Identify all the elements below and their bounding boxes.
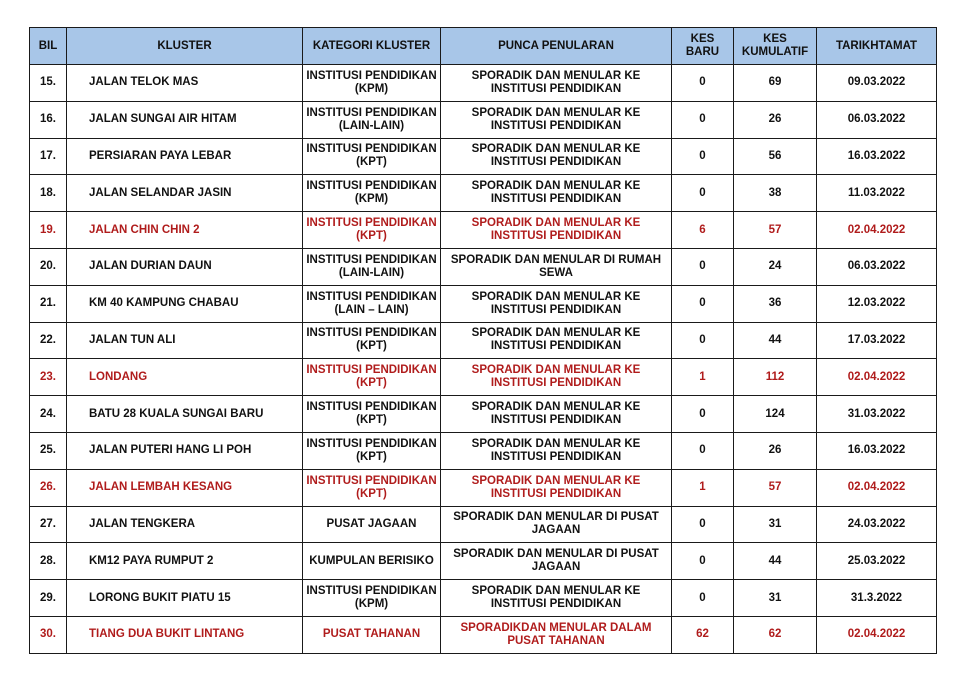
cell-kes-baru: 6 (672, 212, 734, 249)
table-row (30, 322, 937, 359)
cell-bil: 20. (30, 248, 67, 285)
cell-kluster: TIANG DUA BUKIT LINTANG (67, 616, 303, 653)
cell-kluster: KM 40 KAMPUNG CHABAU (67, 285, 303, 322)
table-row (30, 469, 937, 506)
cell-kes-baru: 0 (672, 432, 734, 469)
table-body (30, 65, 937, 654)
cell-tarikh: 09.03.2022 (817, 65, 937, 102)
cell-kes-kumulatif: 69 (734, 65, 817, 102)
cell-punca: SPORADIK DAN MENULAR KE INSTITUSI PENDIDIKAN (441, 396, 672, 433)
cell-bil: 16. (30, 101, 67, 138)
cell-kes-baru: 0 (672, 138, 734, 175)
cell-kategori: INSTITUSI PENDIDIKAN (LAIN – LAIN) (303, 285, 441, 322)
cell-kategori: INSTITUSI PENDIDIKAN (KPT) (303, 138, 441, 175)
header-kategori: KATEGORI KLUSTER (303, 28, 441, 65)
cell-kluster: JALAN TUN ALI (67, 322, 303, 359)
cell-tarikh: 02.04.2022 (817, 616, 937, 653)
cell-tarikh: 02.04.2022 (817, 469, 937, 506)
table-row (30, 248, 937, 285)
cell-kluster: JALAN TELOK MAS (67, 65, 303, 102)
cell-tarikh: 25.03.2022 (817, 543, 937, 580)
cell-tarikh: 11.03.2022 (817, 175, 937, 212)
cell-bil: 18. (30, 175, 67, 212)
header-kes-kumulatif: KES KUMULATIF (734, 28, 817, 65)
table-row (30, 212, 937, 249)
cell-bil: 30. (30, 616, 67, 653)
cell-kes-baru: 0 (672, 175, 734, 212)
cell-kluster: JALAN TENGKERA (67, 506, 303, 543)
cell-kes-baru: 0 (672, 285, 734, 322)
cell-punca: SPORADIK DAN MENULAR KE INSTITUSI PENDIDIKAN (441, 175, 672, 212)
table-row (30, 101, 937, 138)
cell-punca: SPORADIK DAN MENULAR KE INSTITUSI PENDIDIKAN (441, 432, 672, 469)
cell-kategori: INSTITUSI PENDIDIKAN (LAIN-LAIN) (303, 248, 441, 285)
cell-tarikh: 16.03.2022 (817, 138, 937, 175)
cell-kes-kumulatif: 38 (734, 175, 817, 212)
cell-kes-kumulatif: 31 (734, 506, 817, 543)
cell-bil: 23. (30, 359, 67, 396)
cell-tarikh: 06.03.2022 (817, 248, 937, 285)
cell-kategori: INSTITUSI PENDIDIKAN (LAIN-LAIN) (303, 101, 441, 138)
cell-kategori: INSTITUSI PENDIDIKAN (KPT) (303, 432, 441, 469)
cell-kes-baru: 0 (672, 580, 734, 617)
cell-bil: 17. (30, 138, 67, 175)
cell-kes-kumulatif: 44 (734, 543, 817, 580)
cell-punca: SPORADIK DAN MENULAR KE INSTITUSI PENDIDIKAN (441, 65, 672, 102)
cell-kluster: JALAN PUTERI HANG LI POH (67, 432, 303, 469)
table-row (30, 396, 937, 433)
cell-kategori: PUSAT JAGAAN (303, 506, 441, 543)
cell-kes-baru: 0 (672, 65, 734, 102)
cell-kes-kumulatif: 124 (734, 396, 817, 433)
cell-tarikh: 17.03.2022 (817, 322, 937, 359)
cell-tarikh: 16.03.2022 (817, 432, 937, 469)
cell-kes-kumulatif: 57 (734, 212, 817, 249)
cell-kes-kumulatif: 112 (734, 359, 817, 396)
cell-kategori: INSTITUSI PENDIDIKAN (KPM) (303, 65, 441, 102)
table-row (30, 359, 937, 396)
cell-kategori: INSTITUSI PENDIDIKAN (KPM) (303, 580, 441, 617)
cell-kluster: LONDANG (67, 359, 303, 396)
cell-kes-kumulatif: 57 (734, 469, 817, 506)
cell-kategori: INSTITUSI PENDIDIKAN (KPT) (303, 469, 441, 506)
table-row (30, 138, 937, 175)
cell-punca: SPORADIK DAN MENULAR KE INSTITUSI PENDIDIKAN (441, 285, 672, 322)
cell-kes-baru: 0 (672, 322, 734, 359)
cell-kluster: LORONG BUKIT PIATU 15 (67, 580, 303, 617)
header-tarikh: TARIKHTAMAT (817, 28, 937, 65)
header-kes-baru: KES BARU (672, 28, 734, 65)
cell-bil: 29. (30, 580, 67, 617)
cell-kluster: JALAN SELANDAR JASIN (67, 175, 303, 212)
cell-punca: SPORADIK DAN MENULAR KE INSTITUSI PENDIDIKAN (441, 322, 672, 359)
cell-kes-kumulatif: 62 (734, 616, 817, 653)
cell-tarikh: 02.04.2022 (817, 359, 937, 396)
cell-bil: 22. (30, 322, 67, 359)
cell-bil: 28. (30, 543, 67, 580)
cell-punca: SPORADIK DAN MENULAR KE INSTITUSI PENDIDIKAN (441, 359, 672, 396)
cell-kluster: JALAN DURIAN DAUN (67, 248, 303, 285)
cell-kategori: PUSAT TAHANAN (303, 616, 441, 653)
table-row (30, 506, 937, 543)
cell-bil: 19. (30, 212, 67, 249)
cell-kes-baru: 0 (672, 396, 734, 433)
cell-tarikh: 02.04.2022 (817, 212, 937, 249)
cell-kluster: JALAN SUNGAI AIR HITAM (67, 101, 303, 138)
cell-kluster: JALAN LEMBAH KESANG (67, 469, 303, 506)
cell-tarikh: 31.03.2022 (817, 396, 937, 433)
cell-kategori: INSTITUSI PENDIDIKAN (KPT) (303, 396, 441, 433)
table-row (30, 616, 937, 653)
cell-kes-kumulatif: 26 (734, 432, 817, 469)
cell-kes-baru: 0 (672, 543, 734, 580)
cell-tarikh: 24.03.2022 (817, 506, 937, 543)
cell-bil: 26. (30, 469, 67, 506)
cell-punca: SPORADIK DAN MENULAR KE INSTITUSI PENDIDIKAN (441, 212, 672, 249)
cell-kes-kumulatif: 44 (734, 322, 817, 359)
cell-punca: SPORADIK DAN MENULAR KE INSTITUSI PENDIDIKAN (441, 138, 672, 175)
cell-kluster: KM12 PAYA RUMPUT 2 (67, 543, 303, 580)
cell-kes-kumulatif: 31 (734, 580, 817, 617)
table-row (30, 175, 937, 212)
cell-kategori: INSTITUSI PENDIDIKAN (KPT) (303, 359, 441, 396)
cell-kes-baru: 0 (672, 248, 734, 285)
cell-kategori: INSTITUSI PENDIDIKAN (KPT) (303, 322, 441, 359)
cell-kluster: JALAN CHIN CHIN 2 (67, 212, 303, 249)
cell-punca: SPORADIK DAN MENULAR DI PUSAT JAGAAN (441, 506, 672, 543)
cell-kategori: INSTITUSI PENDIDIKAN (KPM) (303, 175, 441, 212)
header-row (30, 28, 937, 65)
cell-kes-baru: 62 (672, 616, 734, 653)
table-row (30, 543, 937, 580)
cell-kes-baru: 0 (672, 506, 734, 543)
table-row (30, 285, 937, 322)
cell-kategori: INSTITUSI PENDIDIKAN (KPT) (303, 212, 441, 249)
cell-bil: 25. (30, 432, 67, 469)
cell-kes-kumulatif: 26 (734, 101, 817, 138)
cell-kategori: KUMPULAN BERISIKO (303, 543, 441, 580)
table-row (30, 65, 937, 102)
cell-tarikh: 31.3.2022 (817, 580, 937, 617)
cell-kes-kumulatif: 36 (734, 285, 817, 322)
cell-punca: SPORADIK DAN MENULAR KE INSTITUSI PENDIDIKAN (441, 101, 672, 138)
cell-bil: 24. (30, 396, 67, 433)
header-punca: PUNCA PENULARAN (441, 28, 672, 65)
cell-kes-baru: 0 (672, 101, 734, 138)
cell-punca: SPORADIK DAN MENULAR KE INSTITUSI PENDIDIKAN (441, 469, 672, 506)
cell-kes-baru: 1 (672, 469, 734, 506)
cell-punca: SPORADIK DAN MENULAR DI PUSAT JAGAAN (441, 543, 672, 580)
cell-kluster: BATU 28 KUALA SUNGAI BARU (67, 396, 303, 433)
header-bil: BIL (30, 28, 67, 65)
cell-bil: 15. (30, 65, 67, 102)
cell-punca: SPORADIK DAN MENULAR KE INSTITUSI PENDIDIKAN (441, 580, 672, 617)
cell-punca: SPORADIKDAN MENULAR DALAM PUSAT TAHANAN (441, 616, 672, 653)
cluster-table (29, 27, 937, 654)
header-kluster: KLUSTER (67, 28, 303, 65)
cell-kes-kumulatif: 24 (734, 248, 817, 285)
cell-kes-kumulatif: 56 (734, 138, 817, 175)
cell-tarikh: 06.03.2022 (817, 101, 937, 138)
cell-punca: SPORADIK DAN MENULAR DI RUMAH SEWA (441, 248, 672, 285)
cell-bil: 27. (30, 506, 67, 543)
cell-tarikh: 12.03.2022 (817, 285, 937, 322)
cell-kluster: PERSIARAN PAYA LEBAR (67, 138, 303, 175)
table-row (30, 432, 937, 469)
table-row (30, 580, 937, 617)
cell-bil: 21. (30, 285, 67, 322)
cell-kes-baru: 1 (672, 359, 734, 396)
